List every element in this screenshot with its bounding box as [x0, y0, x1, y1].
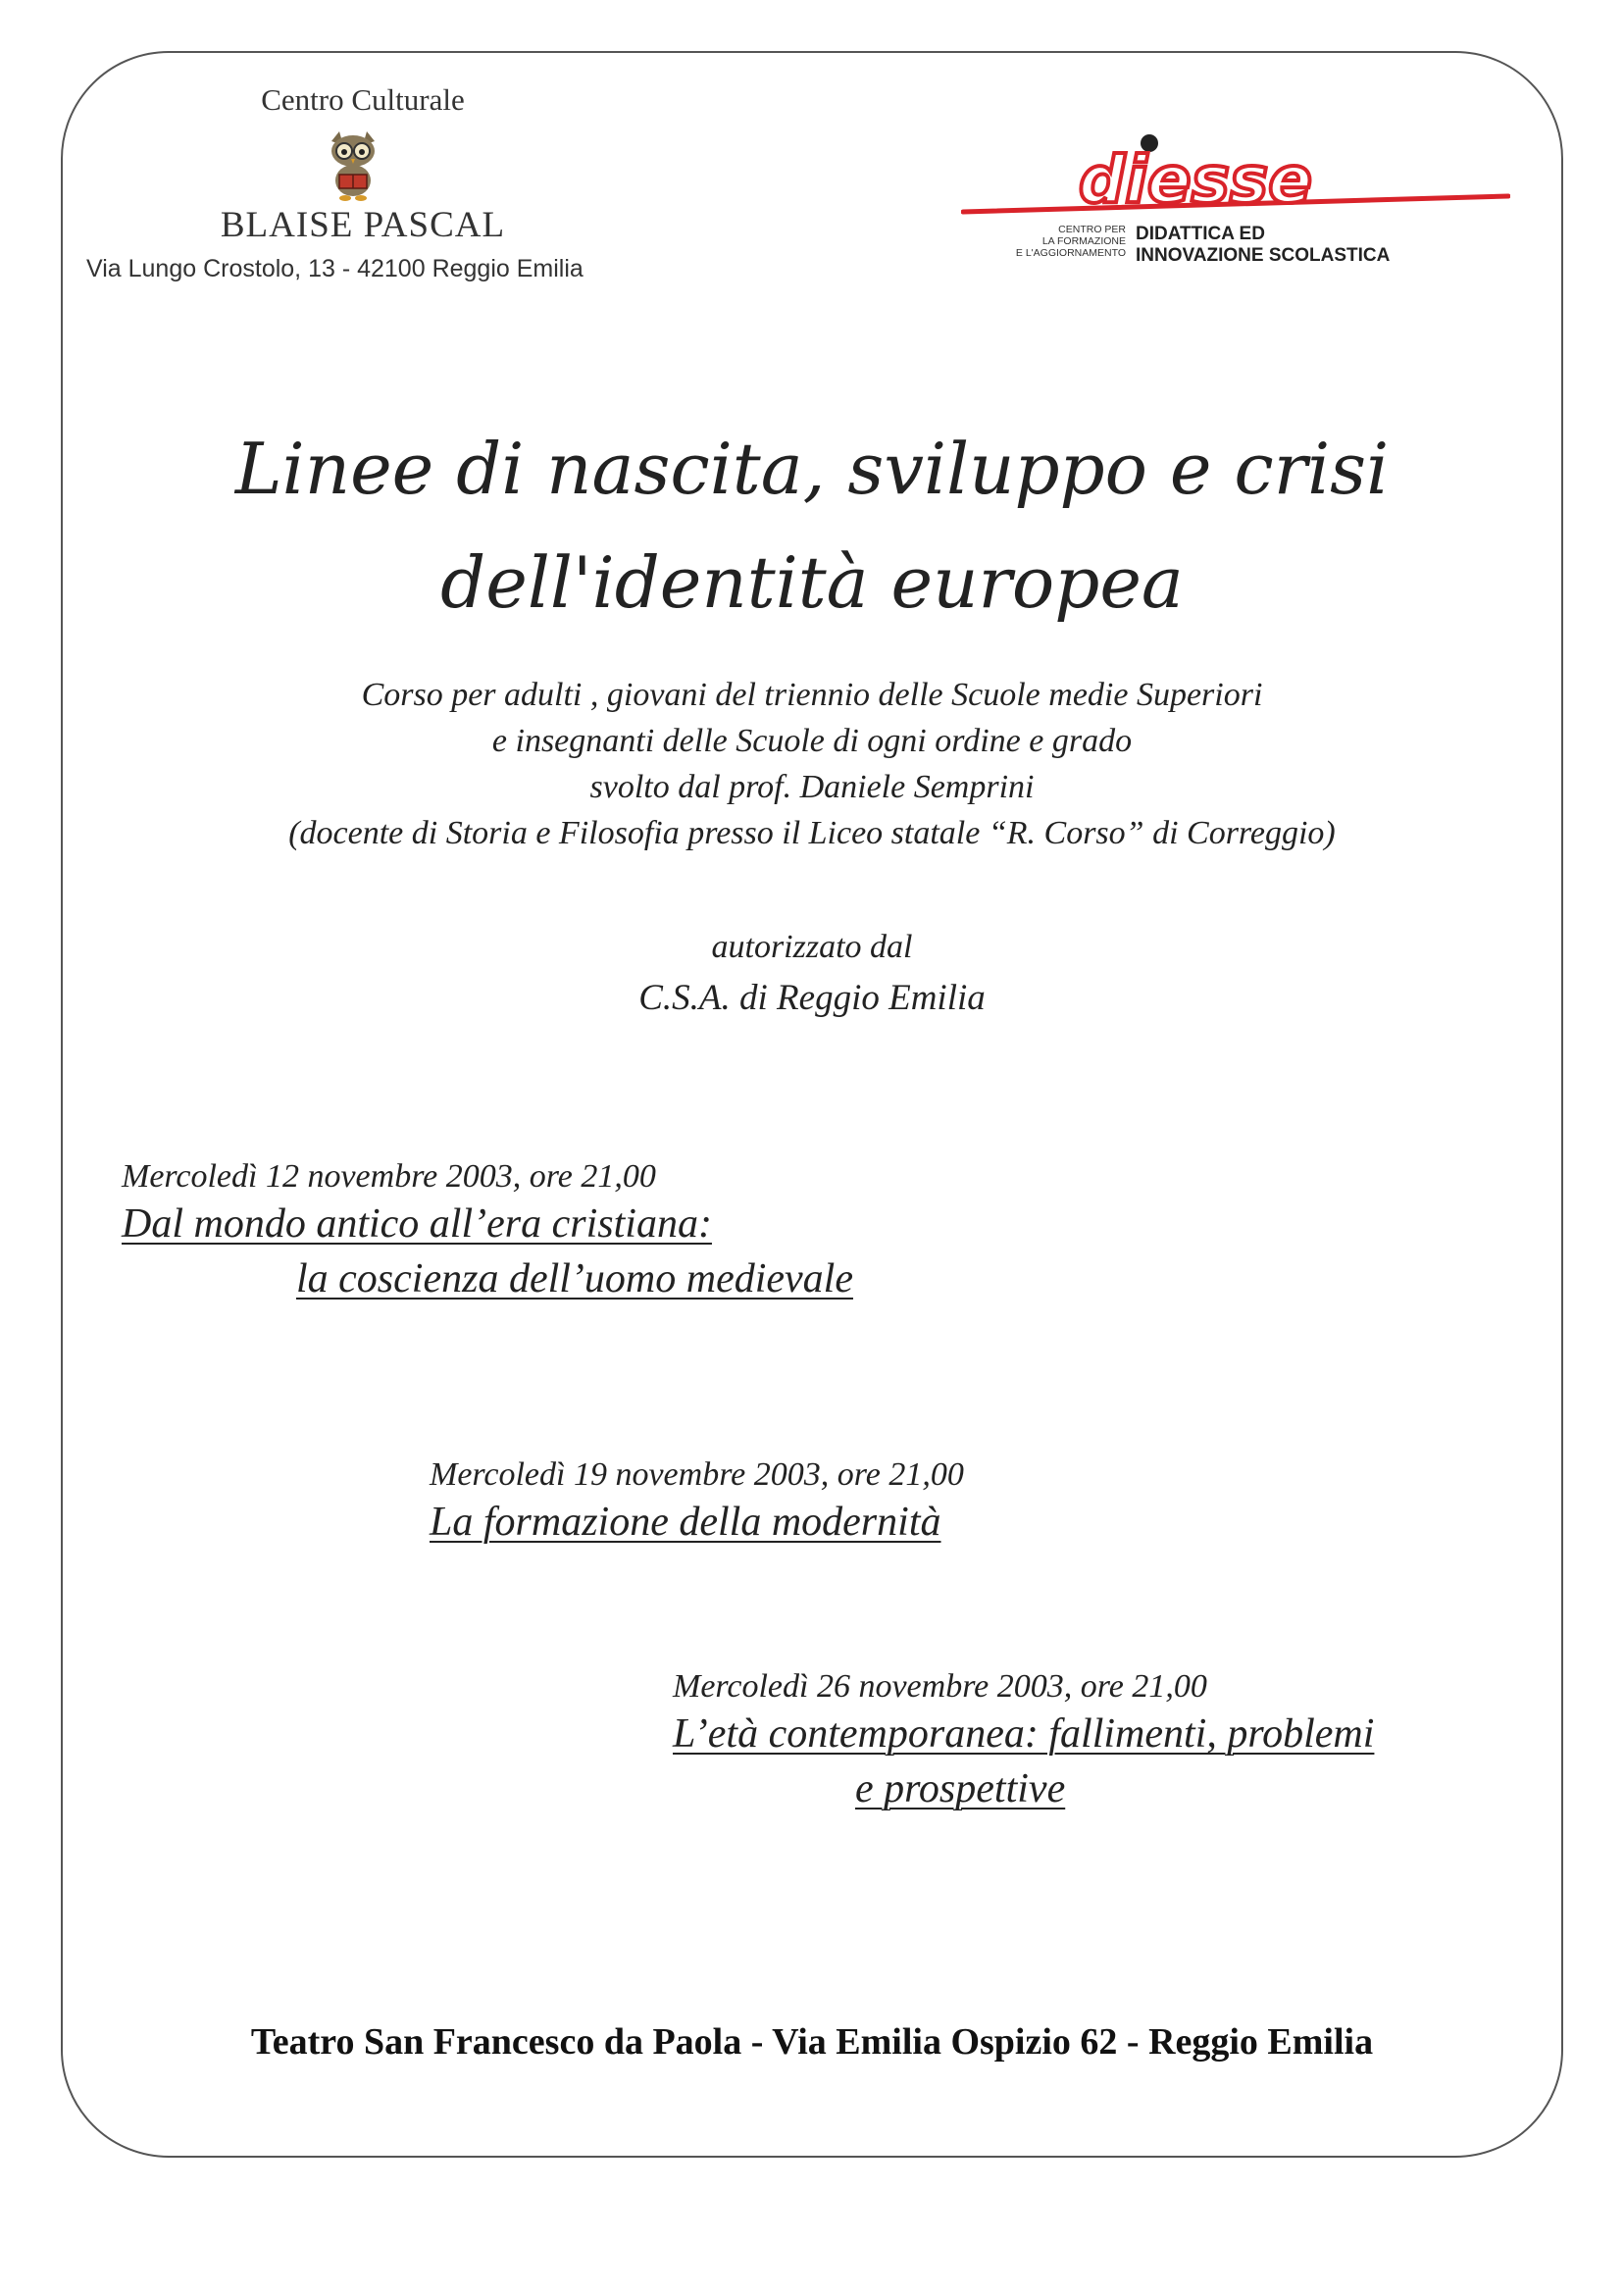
title-line1: Linee di nascita, sviluppo e crisi	[234, 428, 1390, 510]
session-1	[122, 1157, 853, 1306]
diesse-brand-text: diesse	[1079, 142, 1312, 218]
diesse-big-line: DIDATTICA ED	[1136, 224, 1265, 244]
owl-mascot-icon	[314, 127, 392, 206]
session-topic: e prospettive	[855, 1766, 1066, 1811]
session-date: Mercoledì 26 novembre 2003, ore 21,00	[673, 1668, 1207, 1705]
diesse-small-line: CENTRO PER	[1058, 224, 1126, 235]
session-3	[673, 1667, 1374, 1816]
session-date: Mercoledì 12 novembre 2003, ore 21,00	[122, 1158, 656, 1195]
session-2	[430, 1455, 964, 1550]
session-date: Mercoledì 19 novembre 2003, ore 21,00	[430, 1456, 964, 1493]
session-topic: la coscienza dell’uomo medievale	[296, 1256, 853, 1301]
session-topic: L’età contemporanea: fallimenti, problemi	[673, 1711, 1375, 1757]
diesse-small-line: LA FORMAZIONE	[1041, 235, 1126, 247]
description-line: Corso per adulti , giovani del triennio delle Scuole medie Superiori	[361, 677, 1263, 713]
description-line: e insegnanti delle Scuole di ogni ordine e grado	[491, 723, 1133, 759]
diesse-small-line: E L'AGGIORNAMENTO	[1015, 247, 1126, 259]
diesse-logo	[961, 126, 1510, 282]
page-border-frame	[61, 51, 1563, 2158]
venue-footer: Teatro San Francesco da Paola - Via Emilia Ospizio 62 - Reggio Emilia	[250, 2021, 1374, 2063]
diesse-wordmark-icon	[961, 126, 1510, 224]
description-line: svolto dal prof. Daniele Semprini	[589, 769, 1035, 805]
page-title	[0, 412, 1624, 639]
session-topic: La formazione della modernità	[430, 1500, 941, 1545]
authorization-line1: autorizzato dal	[711, 929, 913, 965]
logo-left-address: Via Lungo Crostolo, 13 - 42100 Reggio Emilia	[86, 255, 584, 282]
authorization-note	[0, 922, 1624, 1024]
diesse-big-text	[1136, 224, 1390, 267]
diesse-big-line: INNOVAZIONE SCOLASTICA	[1136, 245, 1391, 266]
diesse-small-text	[961, 224, 1126, 259]
logo-left-line2: BLAISE PASCAL	[220, 205, 506, 245]
logo-left-line1: Centro Culturale	[261, 82, 465, 117]
course-description	[0, 672, 1624, 856]
session-topic: Dal mondo antico all’era cristiana:	[122, 1201, 712, 1247]
title-line2: dell'identità europea	[440, 541, 1184, 624]
authorization-line2: C.S.A. di Reggio Emilia	[638, 978, 986, 1018]
blaise-pascal-logo	[78, 78, 647, 294]
description-line: (docente di Storia e Filosofia presso il Liceo statale “R. Corso” di Correggio)	[288, 815, 1336, 851]
